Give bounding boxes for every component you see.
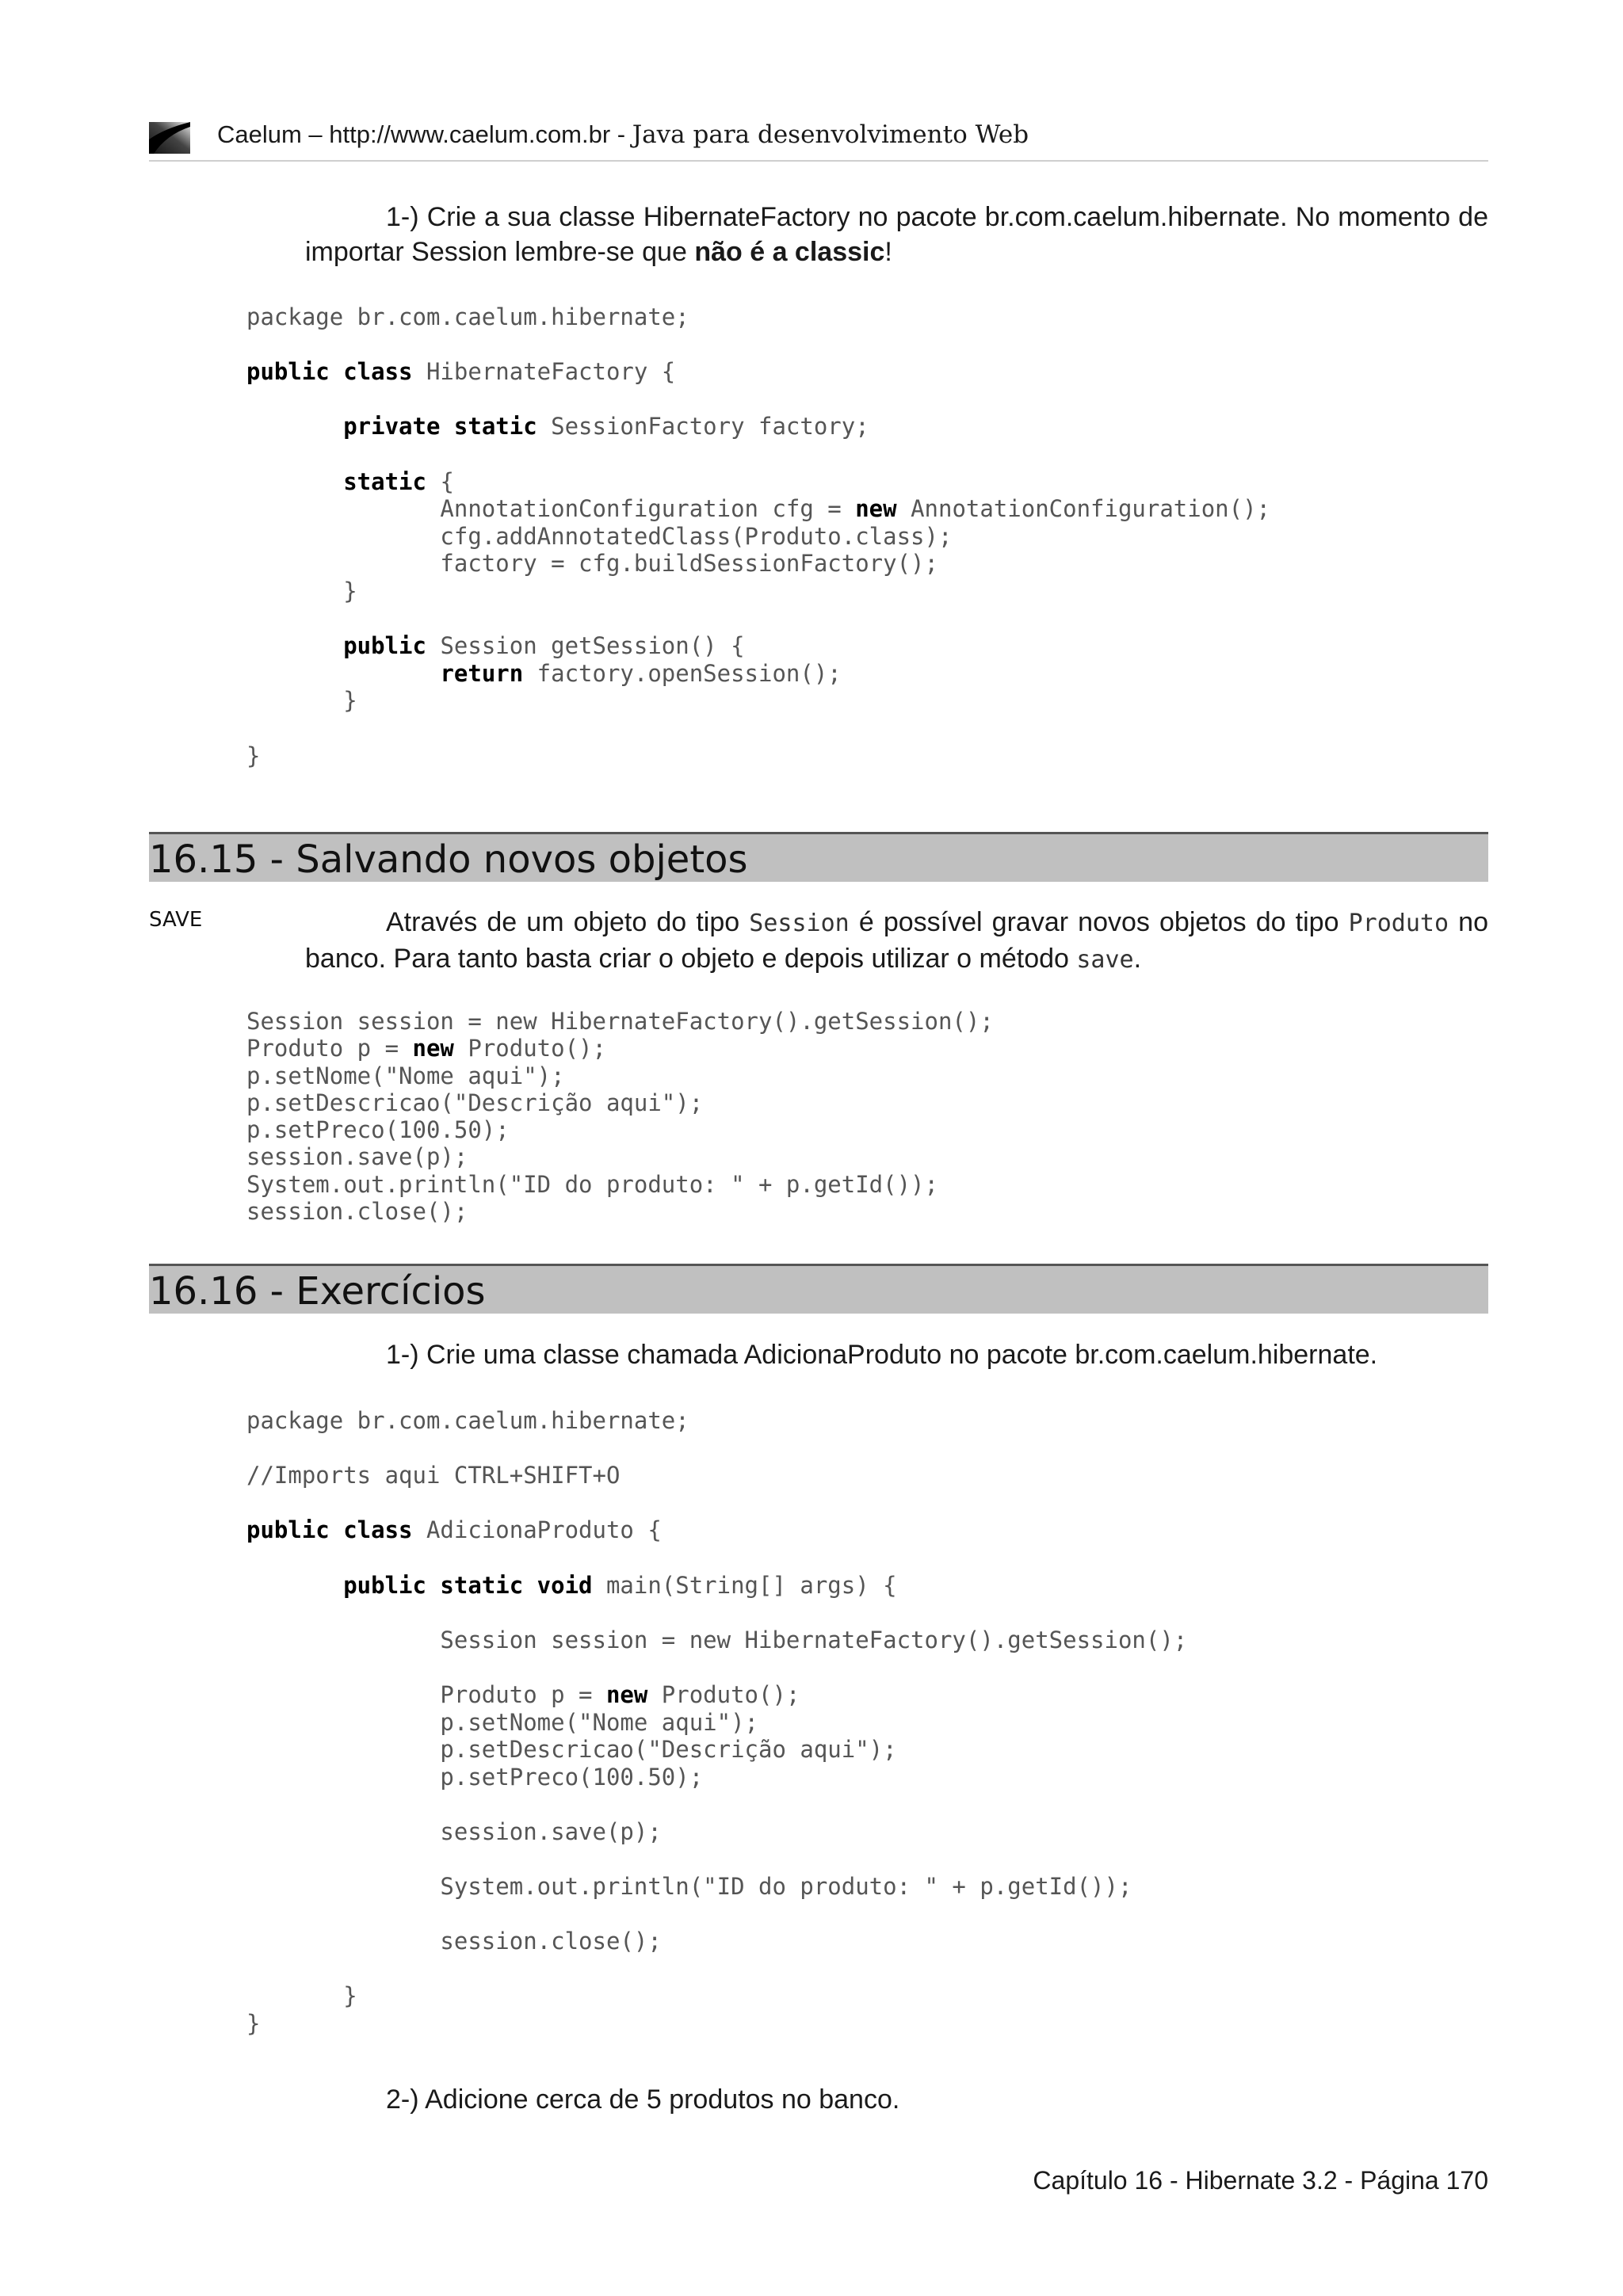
code-text — [246, 468, 343, 495]
code-line — [246, 358, 675, 385]
code-text — [246, 1572, 343, 1599]
code-text: } — [246, 687, 357, 715]
code-line — [246, 495, 1270, 522]
code-line — [246, 413, 869, 440]
page-header — [149, 117, 1488, 162]
code-line — [246, 1407, 689, 1434]
code-line — [246, 523, 952, 550]
code-line — [246, 1171, 938, 1198]
exercise-adiciona-produto: 1-) Crie uma classe chamada AdicionaProduto no pacote br.com.caelum.hibernate. — [386, 1340, 1378, 1370]
code-line — [246, 1873, 1132, 1900]
code-text: AnnotationConfiguration cfg = — [246, 495, 856, 523]
code-line — [246, 1062, 565, 1089]
code-line — [246, 687, 357, 714]
code-line — [246, 1198, 468, 1225]
code-text: p.setDescricao("Descrição aqui"); — [246, 1089, 704, 1116]
section-title: 16.15 - Salvando novos objetos — [149, 837, 748, 882]
code-text: session.close(); — [246, 1928, 662, 1955]
code-line — [246, 1627, 1187, 1653]
code-line — [246, 1035, 606, 1062]
code-text: p.setDescricao("Descrição aqui"); — [246, 1736, 897, 1764]
code-text: Session getSession() { — [426, 632, 745, 660]
code-text: main(String[] args) { — [592, 1571, 897, 1599]
exercise-hibernate-factory: 1-) Crie a sua classe HibernateFactory no pacote br.com.caelum.hibernate. No momento de importar Session lembre-se que não é a classic! — [305, 202, 1488, 267]
code-keyword: new — [412, 1035, 454, 1062]
code-keyword: public static void — [343, 1571, 593, 1599]
header-title: Caelum – http://www.caelum.com.br - Java para desenvolvimento Web — [217, 120, 1029, 149]
code-line — [246, 550, 938, 577]
caelum-logo-icon — [149, 122, 190, 154]
code-text: cfg.addAnnotatedClass(Produto.class); — [246, 522, 953, 550]
code-keyword: private static — [343, 413, 537, 441]
code-text: package br.com.caelum.hibernate; — [246, 1407, 689, 1434]
code-line — [246, 632, 745, 659]
code-text: package br.com.caelum.hibernate; — [246, 303, 689, 330]
code-text: Produto p = — [246, 1680, 606, 1708]
code-line — [246, 1462, 620, 1489]
code-text — [246, 632, 343, 659]
exercise-add-products: 2-) Adicione cerca de 5 produtos no banco. — [386, 2084, 900, 2115]
code-line — [246, 1572, 897, 1599]
code-text — [246, 660, 440, 687]
code-text: factory.openSession(); — [523, 659, 842, 687]
code-adiciona-produto — [246, 1407, 1187, 2038]
code-text: Produto(); — [647, 1680, 800, 1708]
code-text: p.setNome("Nome aqui"); — [246, 1062, 565, 1089]
code-text: session.close(); — [246, 1198, 468, 1226]
code-text: p.setNome("Nome aqui"); — [246, 1708, 759, 1736]
section-16-15-paragraph: Através de um objeto do tipo Session é possível gravar novos objetos do tipo Produto no banco. Para tanto basta criar o objeto e depois utilizar o método save. — [305, 907, 1488, 974]
code-line — [246, 1982, 357, 2009]
code-line — [246, 1008, 994, 1035]
code-text: Session session = new HibernateFactory().getSession(); — [246, 1626, 1188, 1653]
code-hibernate-factory — [246, 303, 1270, 769]
code-text: session.save(p); — [246, 1817, 662, 1845]
code-text: } — [246, 577, 357, 605]
code-keyword: public class — [246, 1516, 413, 1544]
code-line — [246, 1116, 510, 1143]
code-text: session.save(p); — [246, 1143, 468, 1171]
code-save-example — [246, 1008, 994, 1225]
section-title: 16.16 - Exercícios — [149, 1269, 486, 1314]
code-line — [246, 1818, 662, 1845]
code-text — [246, 413, 343, 440]
code-line — [246, 1516, 662, 1543]
code-text: } — [246, 2010, 261, 2038]
code-line — [246, 1736, 897, 1763]
section-header-16-15 — [149, 832, 1488, 882]
code-line — [246, 2010, 260, 2037]
code-text: System.out.println("ID do produto: " + p.getId()); — [246, 1170, 938, 1198]
code-keyword: public — [343, 632, 426, 660]
code-line — [246, 1089, 703, 1116]
code-text: Session session = new HibernateFactory().getSession(); — [246, 1008, 994, 1035]
code-text: Produto(); — [453, 1035, 606, 1062]
code-text: //Imports aqui CTRL+SHIFT+O — [246, 1462, 621, 1489]
code-text: } — [246, 1982, 357, 2010]
code-keyword: public class — [246, 358, 413, 386]
code-text: p.setPreco(100.50); — [246, 1763, 704, 1791]
code-line — [246, 1681, 800, 1708]
code-text: { — [426, 467, 454, 495]
code-text: AnnotationConfiguration(); — [896, 495, 1271, 523]
code-line — [246, 468, 454, 495]
section-header-16-16 — [149, 1264, 1488, 1314]
code-line — [246, 1928, 662, 1955]
page-footer: Capítulo 16 - Hibernate 3.2 - Página 170 — [1033, 2166, 1488, 2195]
code-line — [246, 303, 689, 330]
code-line — [246, 742, 260, 769]
code-keyword: new — [855, 495, 897, 523]
margin-note-save: SAVE — [149, 908, 203, 932]
code-text: Produto p = — [246, 1035, 413, 1062]
code-text: AdicionaProduto { — [412, 1516, 662, 1544]
code-line — [246, 1143, 468, 1170]
code-text: System.out.println("ID do produto: " + p.getId()); — [246, 1873, 1132, 1901]
code-text: factory = cfg.buildSessionFactory(); — [246, 550, 938, 578]
code-text: SessionFactory factory; — [537, 413, 869, 441]
code-line — [246, 660, 842, 687]
code-line — [246, 1709, 758, 1736]
code-line — [246, 578, 357, 605]
code-keyword: static — [343, 467, 426, 495]
code-text: HibernateFactory { — [412, 358, 676, 386]
code-text: } — [246, 742, 261, 769]
code-keyword: return — [440, 659, 524, 687]
code-keyword: new — [605, 1680, 648, 1708]
code-line — [246, 1764, 703, 1791]
code-text: p.setPreco(100.50); — [246, 1116, 510, 1144]
